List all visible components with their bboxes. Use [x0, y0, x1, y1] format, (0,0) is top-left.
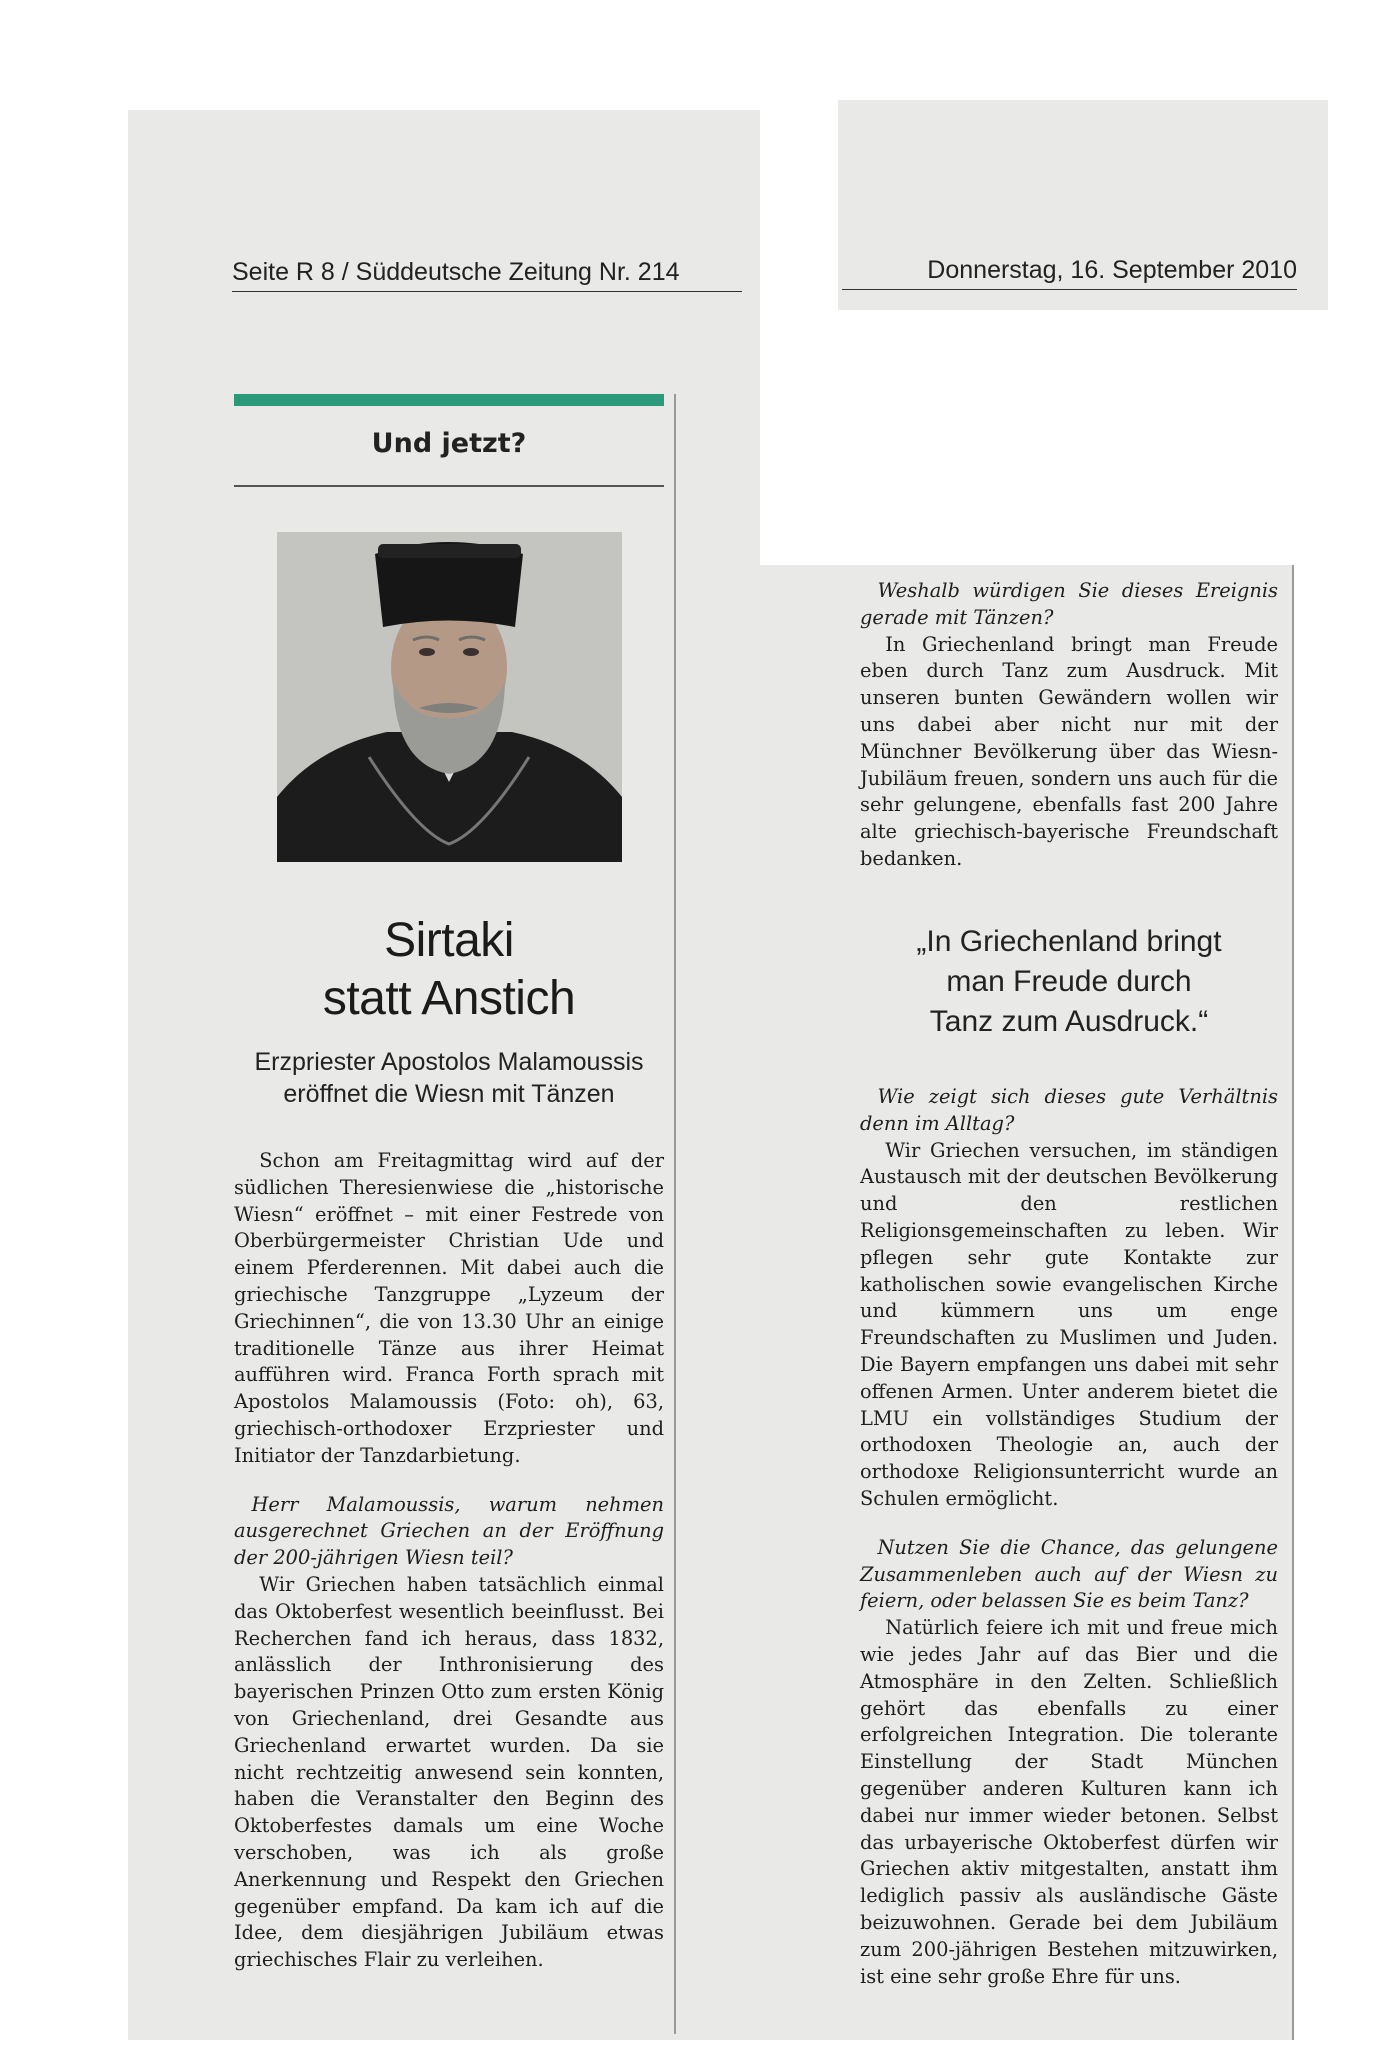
portrait-photo: [277, 532, 622, 862]
interview-question: Herr Malamoussis, warum nehmen ausgerechnet Griechen an der Eröffnung der 200-jährigen Wiesn teil?: [234, 1492, 664, 1570]
column-divider: [1292, 565, 1294, 2040]
page-header-left: Seite R 8 / Süddeutsche Zeitung Nr. 214: [232, 258, 742, 292]
interview-answer: Wir Griechen haben tatsächlich einmal das Oktoberfest wesentlich beeinflusst. Bei Recherchen fand ich heraus, dass 1832, anlässlich der Inthronisierung des bayerischen Prinzen Otto zum ersten König von Griechenland, drei Gesandte aus Griechenland erwartet wurden. Da sie nicht rechtzeitig anwesend sein konnten, haben die Veranstalter den Beginn des Oktoberfestes damals um eine Woche verschoben, was ich als große Anerkennung und Respekt den Griechen gegenüber empfand. Da kam ich auf die Idee, dem diesjährigen Jubiläum etwas griechisches Flair zu verleihen.: [234, 1572, 664, 1972]
interview-answer: In Griechenland bringt man Freude eben durch Tanz zum Ausdruck. Mit unseren bunten Gewändern wollen wir uns dabei aber nicht nur mit der Münchner Bevölkerung über das Wiesn-Jubiläum freuen, sondern uns auch für die sehr gelungene, ebenfalls fast 200 Jahre alte griechisch-bayerische Freundschaft bedanken.: [860, 632, 1278, 870]
pull-quote: [860, 922, 1278, 1042]
interview-question: Wie zeigt sich dieses gute Verhältnis denn im Alltag?: [860, 1085, 1278, 1135]
priest-portrait-image: [277, 532, 622, 862]
headline-line: Sirtaki: [384, 914, 514, 967]
pull-quote-line: man Freude durch: [946, 965, 1192, 998]
article-column-2: [860, 578, 1278, 873]
interview-question: Nutzen Sie die Chance, das gelungene Zusammenleben auch auf der Wiesn zu feiern, oder belassen Sie es beim Tanz?: [860, 1535, 1278, 1613]
kicker-divider: [234, 485, 664, 487]
subheadline-line: eröffnet die Wiesn mit Tänzen: [283, 1080, 615, 1108]
subheadline-line: Erzpriester Apostolos Malamoussis: [254, 1048, 644, 1076]
article-intro: Schon am Freitagmittag wird auf der südlichen Theresienwiese die „historische Wiesn“ eröffnet – mit einer Festrede von Oberbürgermeister Christian Ude und einem Pferderennen. Mit dabei auch die griechische Tanzgruppe „Lyzeum der Griechinnen“, die von 13.30 Uhr an einige traditionelle Tänze aus ihrer Heimat aufführen wird. Franca Forth sprach mit Apostolos Malamoussis (Foto: oh), 63, griechisch-orthodoxer Erzpriester und Initiator der Tanzdarbietung.: [234, 1149, 664, 1467]
interview-answer: Wir Griechen versuchen, im ständigen Austausch mit der deutschen Bevölkerung und den restlichen Religionsgemeinschaften zu leben. Wir pflegen sehr gute Kontakte zur katholischen sowie evangelischen Kirche und kümmern uns um enge Freundschaften zu Muslimen und Juden. Die Bayern empfangen uns dabei mit sehr offenen Armen. Unter anderem bietet die LMU ein vollständiges Studium der orthodoxen Theologie an, auch der orthodoxe Religionsunterricht wurde an Schulen ermöglicht.: [860, 1138, 1278, 1510]
pull-quote-line: Tanz zum Ausdruck.“: [929, 1005, 1209, 1038]
page-header-date: Donnerstag, 16. September 2010: [842, 256, 1297, 290]
headline: [234, 912, 664, 1028]
column-divider: [674, 394, 676, 2034]
article-column-3: [860, 1084, 1278, 1990]
section-kicker: Und jetzt?: [371, 428, 527, 459]
headline-line: statt Anstich: [322, 972, 576, 1025]
section-accent-bar: [234, 394, 664, 406]
article-column-1: [234, 1148, 664, 1974]
interview-answer: Natürlich feiere ich mit und freue mich wie jedes Jahr auf das Bier und die Atmosphäre in den Zelten. Schließlich gehört das ebenfalls zu einer erfolgreichen Integration. Die tolerante Einstellung der Stadt München gegenüber anderen Kulturen kann ich dabei nur immer wieder betonen. Selbst das urbayerische Oktoberfest dürfen wir Griechen aktiv mitgestalten, anstatt ihm lediglich passiv als ausländische Gäste beizuwohnen. Gerade bei dem Jubiläum zum 200-jährigen Bestehen mitzuwirken, ist eine sehr große Ehre für uns.: [860, 1616, 1278, 1988]
subheadline: [234, 1046, 664, 1110]
interview-question: Weshalb würdigen Sie dieses Ereignis gerade mit Tänzen?: [860, 579, 1278, 629]
pull-quote-line: „In Griechenland bringt: [916, 925, 1222, 958]
